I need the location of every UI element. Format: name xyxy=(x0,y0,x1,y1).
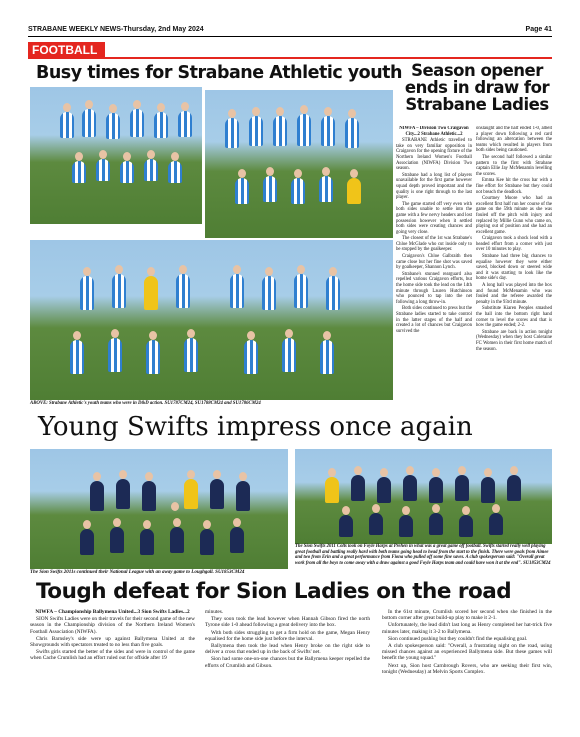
story2-col1-p5: Craigavon's Chloe Galbraith then came close but her fine shot was saved by goalkeeper, Shannon Lynch. xyxy=(396,254,472,271)
story4-col1-p0: NIWFA – Championship Ballymena United...3 Sion Swifts Ladies...2 xyxy=(35,609,190,615)
story1-caption: ABOVE: Strabane Athletic's youth teams who were in D&D action. SU1787CM24, SU1788CM24 and SU1786CM24 xyxy=(30,401,261,406)
story2-col1-p4: The closest of the 1st was Strabane's Chloe McGlade who cut inside only to be stopped by the goalkeeper. xyxy=(396,236,472,253)
story4-headline: Tough defeat for Sion Ladies on the road xyxy=(36,579,512,604)
story2-col2-p2: Emma Kee hit the cross bar with a fine effort for Strabane but they could not breach the deadlock. xyxy=(476,178,552,195)
story2-col1-p1: STRABANE Athletic travelled to take on very familiar opposition in Craigavon for the opening fixture of the Northern Ireland Women's Football Association (NIWFA) Division Two season. xyxy=(396,138,472,172)
story2-headline-line3: Strabane Ladies xyxy=(405,95,549,114)
section-label: FOOTBALL xyxy=(28,42,105,58)
photo-team-c xyxy=(30,240,393,400)
story3-headline: Young Swifts impress once again xyxy=(38,412,473,442)
story4-col1-p3: Swifts girls started the better of the sides and were in control of the game when Cache Crumlish had an effort ruled out for offside after 19 xyxy=(30,649,195,662)
story2-col2-p5: Strabane had three big chances to equalise however they were either saved, blocked down or steered wide and it was starting to look like the home side's day. xyxy=(476,254,552,282)
photo-team-a xyxy=(30,87,202,224)
story2-headline xyxy=(398,62,556,113)
story2-column-1 xyxy=(396,126,472,406)
story3-caption-right: The Sion Swifts 2011 Colts took on Foyle Harps at Prehen in what was a great game off football. Swifts started really well playing great football and battling really hard with both teams going head to head from the start to the finish. There were goals from Aimee and two from Erin and a great performance from Fiona who pulled off some fine saves. A club spokesperson said: "Overall great work from all the boys to come away with a draw against a good Foyle Harps team and could have won it at the end". SU1853CM24 xyxy=(295,544,551,567)
story4-col3-p0: In the 61st minute, Crumlish scored her second when she finished in the bottom corner after great build-up play to make it 2-1. xyxy=(382,609,552,622)
story2-col2-p4: Craigavon took a shock lead with a headed effort from a corner with just over 10 minutes to play. xyxy=(476,236,552,253)
story4-col1-p2: Chris Barnsley's side were up against Ballymena United at the Showgrounds with spectators treated to no less than five goals. xyxy=(30,635,195,649)
story2-column-2 xyxy=(476,126,552,406)
story2-col2-p7: Substitute Kiaren Peoples smashed the ball into the bottom right hand corner to level the scores and that is how the game ended; 2-2. xyxy=(476,306,552,329)
story4-col1-p1: SION Swifts Ladies were on their travels for their second game of the new season in the Championship division of the Northern Ireland Women's Football Association (NIWFA). xyxy=(30,616,195,635)
story1-headline: Busy times for Strabane Athletic youth xyxy=(36,63,402,83)
story3-caption-left: The Sion Swifts 2011s continued their National League with an away game to Loughgall. SU1853CM24 xyxy=(30,570,245,575)
story2-col1-p6: Strabane's stunned rearguard also repelled various Craigavon efforts, but the home side took the lead on the 14th minute through Lauren Hutchinson who pounced to tap into the net following a long throw-in. xyxy=(396,271,472,305)
story4-column-3 xyxy=(382,609,552,719)
masthead xyxy=(28,26,552,37)
story2-headline-line1: Season opener xyxy=(411,61,543,80)
story4-col3-p1: Unfortunately, the lead didn't last long as Henry completed her hat-trick five minutes later, making it 3-2 to Ballymena. xyxy=(382,622,552,635)
story4-col2-p0: minutes. xyxy=(205,609,224,615)
story4-column-2 xyxy=(205,609,370,719)
story2-headline-line2: ends in draw for xyxy=(404,78,550,97)
story4-col2-p4: Sion had some one-on-one chances but the Ballymena keeper repelled the efforts of Crumlish and Gibson. xyxy=(205,656,370,669)
story4-col2-p3: Ballymena then took the lead when Henry broke on the right side to deliver a cross that ended up in the back of Swifts' net. xyxy=(205,643,370,656)
story2-col2-p6: A long ball was played into the box and found McMenamin who was fouled and the referee awarded the penalty in the 93rd minute. xyxy=(476,283,552,305)
story4-col2-p1: They soon took the lead however when Hannah Gibson fired the north Tyrone side 1-0 ahead following a great delivery into the box. xyxy=(205,616,370,629)
photo-sion-2011s xyxy=(30,449,288,569)
photo-sion-2011-colts xyxy=(295,449,552,544)
story4-col3-p3: A club spokesperson said: "Overall, a frustrating night on the road, using missed chances against an experienced Ballymena side. But these games will benefit the young squad." xyxy=(382,643,552,662)
story2-col2-p1: The second half followed a similar pattern to the first with Strabane captain Ellie Jay McMenamin levelling the scores. xyxy=(476,154,552,177)
story2-col2-p8: Strabane are back in action tonight (Wednesday) when they host Coleraine FC Women in their first home match of the season. xyxy=(476,329,552,352)
story2-col2-p0: onslaught and the half ended 1-0, albeit a player down following a red card following an altercation between the teams which resulted in players from both sides being cautioned. xyxy=(476,126,552,154)
story4-col2-p2: With both sides struggling to get a firm hold on the game, Megan Henry equalised for the home side just before the interval. xyxy=(205,629,370,642)
story2-col1-p0: NIWFA – Division Two Craigavon City...2 Strabane Athletic...2 xyxy=(399,126,469,137)
story2-col2-p3: Courtney Moore who had an excellent first half run her course of the game on the 59th minute as she was fouled off the pitch with injury and replaced by Millie Gunn who came on, playing out of position and she had an excellent game. xyxy=(476,196,552,235)
story2-col1-p3: The game started off very even with both sides unable to settle into the game with a few nervy headers and lost possession however when it settled both sides were creating chances and going very close. xyxy=(396,201,472,235)
story2-col1-p7: Both sides continued to press but the Strabane ladies started to take control in the latter stages of the half and created a lot of chances but Craigavon survived the xyxy=(396,306,472,334)
story4-col3-p4: Next up, Sion host Carnbrough Rovers, who are seeking their first win, tonight (Wednesday) at Melvin Sports Complex. xyxy=(382,662,552,675)
photo-team-b xyxy=(205,90,393,238)
story4-col3-p2: Sion continued pushing but they couldn't find the equalising goal. xyxy=(388,635,528,642)
section-rule xyxy=(28,57,552,59)
page-number: Page 41 xyxy=(525,26,552,33)
story2-col1-p2: Strabane had a long list of players unavailable for the first game however squad depth proved important and the quality is one right through to the last player. xyxy=(396,172,472,201)
story4-column-1 xyxy=(30,609,195,719)
masthead-date: STRABANE WEEKLY NEWS-Thursday, 2nd May 2024 xyxy=(28,26,204,33)
